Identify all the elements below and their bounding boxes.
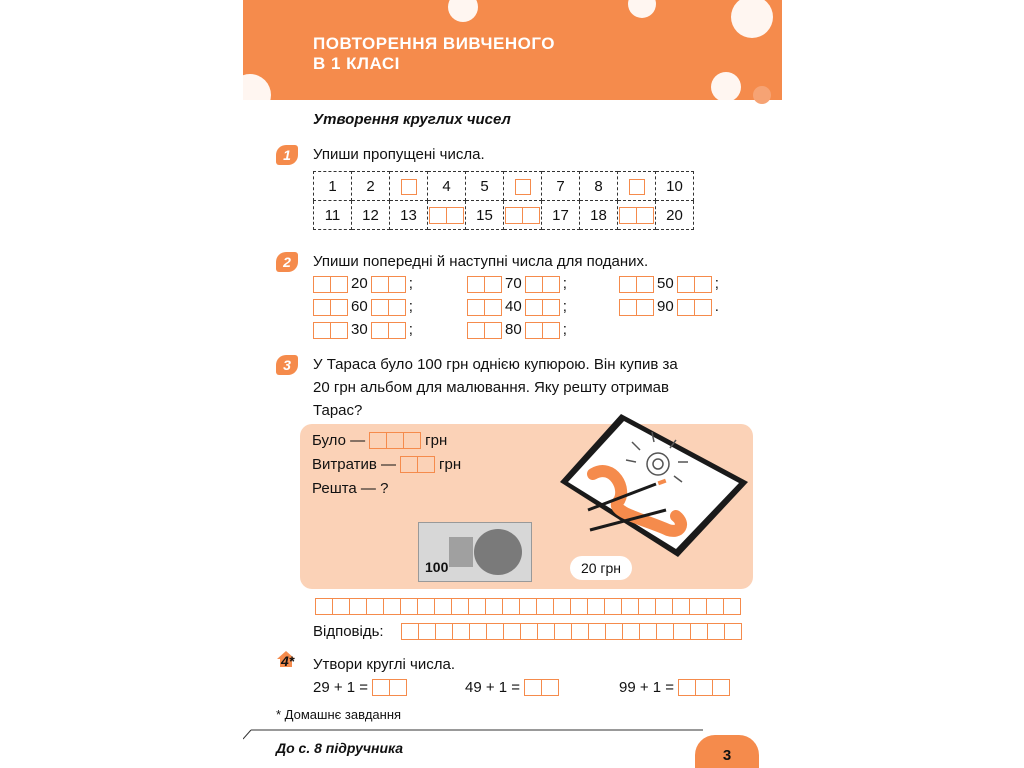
page-number: 3 [695, 735, 759, 768]
table-cell: 10 [656, 172, 694, 201]
separator: ; [408, 298, 413, 315]
answer-box-2[interactable] [372, 679, 407, 696]
given-number: 20 [351, 275, 368, 292]
header-banner [243, 0, 782, 100]
portrait-icon [474, 529, 522, 575]
answer-cell[interactable] [428, 201, 466, 230]
banknote-value: 100 [425, 559, 449, 575]
separator: ; [562, 298, 567, 315]
number-table [313, 171, 694, 230]
workbook-page [243, 0, 782, 768]
table-row [314, 172, 694, 201]
unit-label: грн [425, 432, 448, 449]
separator: ; [408, 275, 413, 292]
answer-box-2[interactable] [313, 276, 348, 293]
table-cell: 11 [314, 201, 352, 230]
footer-line [243, 728, 703, 740]
answer-box-2[interactable] [524, 679, 559, 696]
answer-box-2[interactable] [505, 207, 540, 224]
task2-text: Упиши попередні й наступні числа для поданих. [313, 253, 649, 270]
answer-box-2[interactable] [619, 207, 654, 224]
answer-box[interactable] [401, 179, 417, 195]
table-cell: 2 [352, 172, 390, 201]
answer-cell[interactable] [390, 172, 428, 201]
answer-box-2[interactable] [371, 322, 406, 339]
banknote-pattern [449, 537, 473, 567]
separator: ; [562, 275, 567, 292]
expression-2 [465, 679, 559, 696]
task4-text: Утвори круглі числа. [313, 656, 456, 673]
given-number: 30 [351, 321, 368, 338]
decor-bubble [711, 72, 741, 102]
task-number-1: 1 [276, 145, 298, 165]
separator: ; [562, 321, 567, 338]
neighbor-item [467, 297, 567, 317]
table-cell: 12 [352, 201, 390, 230]
task1-text: Упиши пропущені числа. [313, 146, 485, 163]
task3-line: Тарас? [313, 402, 363, 419]
section-subtitle: Утворення круглих чисел [313, 111, 511, 128]
expression-3 [619, 679, 730, 696]
expression-text: 99 + 1 = [619, 679, 675, 696]
task-number-3: 3 [276, 355, 298, 375]
separator: . [714, 298, 719, 315]
expression-text: 49 + 1 = [465, 679, 521, 696]
page-title [313, 34, 555, 74]
title-line-1: ПОВТОРЕННЯ ВИВЧЕНОГО [313, 34, 555, 53]
table-cell: 7 [542, 172, 580, 201]
answer-box[interactable] [515, 179, 531, 195]
table-cell: 1 [314, 172, 352, 201]
banknote-image [418, 522, 532, 582]
task-number-4: 4* [281, 653, 295, 669]
given-number: 70 [505, 275, 522, 292]
answer-box-2[interactable] [467, 276, 502, 293]
answer-box-2[interactable] [467, 299, 502, 316]
answer-box-2[interactable] [677, 299, 712, 316]
table-cell: 8 [580, 172, 618, 201]
neighbor-item [619, 297, 719, 317]
answer-box-2[interactable] [677, 276, 712, 293]
answer-cell[interactable] [504, 172, 542, 201]
neighbors-grid [313, 274, 753, 344]
separator: ; [714, 275, 719, 292]
answer-box-3[interactable] [678, 679, 730, 696]
table-cell: 5 [466, 172, 504, 201]
footer-reference: До с. 8 підручника [276, 740, 404, 756]
answer-box-2[interactable] [313, 322, 348, 339]
neighbor-item [313, 297, 413, 317]
answer-box-2[interactable] [525, 276, 560, 293]
unit-label: грн [439, 456, 462, 473]
rest-row [312, 480, 388, 497]
answer-cell[interactable] [618, 172, 656, 201]
table-row [314, 201, 694, 230]
answer-box-2[interactable] [313, 299, 348, 316]
answer-box-2[interactable] [371, 299, 406, 316]
table-cell: 18 [580, 201, 618, 230]
was-row [312, 432, 447, 449]
answer-cell[interactable] [618, 201, 656, 230]
decor-bubble [243, 74, 271, 116]
homework-footnote: * Домашнє завдання [276, 707, 402, 722]
answer-grid[interactable] [401, 623, 742, 640]
given-number: 40 [505, 298, 522, 315]
answer-box-2[interactable] [371, 276, 406, 293]
answer-box-2[interactable] [429, 207, 464, 224]
neighbor-item [313, 274, 413, 294]
title-line-2: В 1 КЛАСІ [313, 54, 400, 73]
album-icon [558, 412, 754, 562]
decor-bubble [628, 0, 656, 18]
table-cell: 4 [428, 172, 466, 201]
task3-line: У Тараса було 100 грн однією купюрою. Він купив за [313, 356, 678, 373]
answer-label: Відповідь: [313, 623, 384, 640]
separator: ; [408, 321, 413, 338]
decor-bubble [753, 86, 771, 104]
answer-box-2[interactable] [525, 299, 560, 316]
table-cell: 13 [390, 201, 428, 230]
spent-row [312, 456, 461, 473]
answer-cell[interactable] [504, 201, 542, 230]
was-label: Було — [312, 432, 366, 449]
expression-text: 29 + 1 = [313, 679, 369, 696]
decor-bubble [448, 0, 478, 22]
price-tag: 20 грн [570, 556, 632, 580]
neighbor-item [467, 320, 567, 340]
neighbor-item [313, 320, 413, 340]
table-cell: 20 [656, 201, 694, 230]
decor-bubble [731, 0, 773, 38]
expression-1 [313, 679, 407, 696]
task3-line: 20 грн альбом для малювання. Яку решту отримав [313, 379, 669, 396]
given-number: 50 [657, 275, 674, 292]
answer-box-2[interactable] [400, 456, 435, 473]
neighbor-item [467, 274, 567, 294]
given-number: 80 [505, 321, 522, 338]
spent-label: Витратив — [312, 456, 396, 473]
neighbor-item [619, 274, 719, 294]
answer-box-2[interactable] [467, 322, 502, 339]
rest-label: Решта — ? [312, 480, 389, 497]
given-number: 90 [657, 298, 674, 315]
table-cell: 15 [466, 201, 504, 230]
given-number: 60 [351, 298, 368, 315]
table-cell: 17 [542, 201, 580, 230]
problem-panel [300, 424, 753, 589]
task-number-2: 2 [276, 252, 298, 272]
solution-grid[interactable] [315, 598, 741, 615]
answer-box-3[interactable] [369, 432, 421, 449]
answer-box[interactable] [629, 179, 645, 195]
answer-box-2[interactable] [525, 322, 560, 339]
answer-box-2[interactable] [619, 299, 654, 316]
answer-box-2[interactable] [619, 276, 654, 293]
